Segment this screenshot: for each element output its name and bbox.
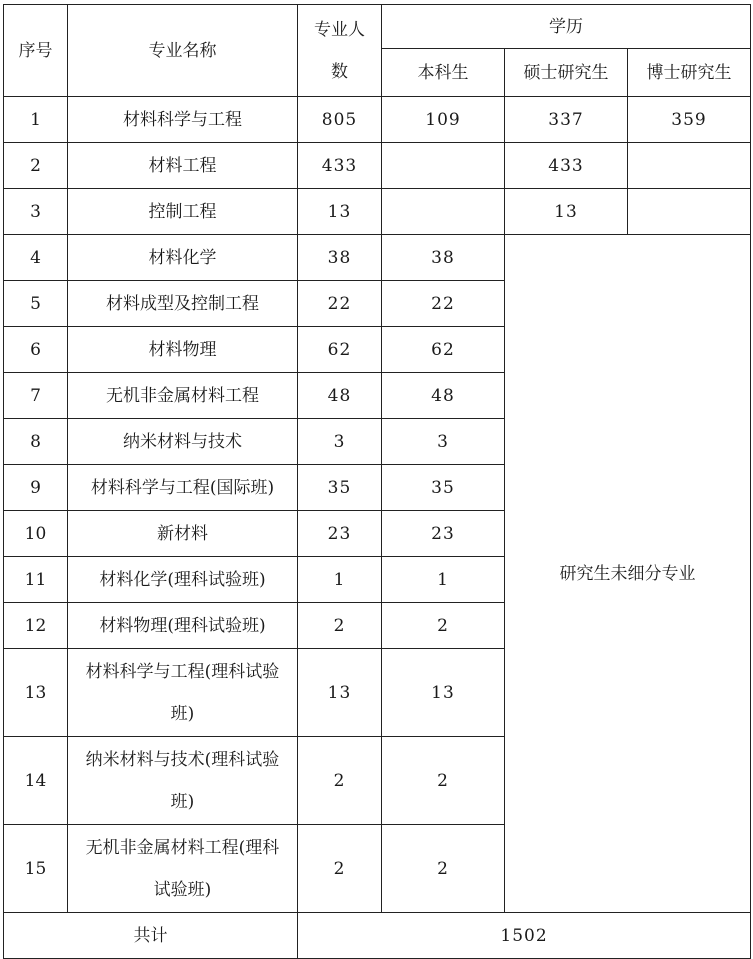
cell-major: 材料科学与工程(理科试验班) bbox=[68, 649, 298, 737]
header-master: 硕士研究生 bbox=[505, 49, 628, 97]
cell-major: 材料科学与工程(国际班) bbox=[68, 465, 298, 511]
cell-master: 337 bbox=[505, 97, 628, 143]
cell-bachelor: 2 bbox=[382, 825, 505, 913]
cell-major: 材料物理(理科试验班) bbox=[68, 603, 298, 649]
cell-index: 8 bbox=[4, 419, 68, 465]
cell-bachelor: 23 bbox=[382, 511, 505, 557]
cell-major: 新材料 bbox=[68, 511, 298, 557]
table-row bbox=[4, 143, 751, 189]
cell-bachelor: 48 bbox=[382, 373, 505, 419]
cell-index: 11 bbox=[4, 557, 68, 603]
cell-major: 材料科学与工程 bbox=[68, 97, 298, 143]
cell-bachelor: 3 bbox=[382, 419, 505, 465]
cell-count: 805 bbox=[298, 97, 382, 143]
header-count-line2: 数 bbox=[331, 61, 348, 82]
cell-bachelor bbox=[382, 189, 505, 235]
cell-count: 48 bbox=[298, 373, 382, 419]
cell-index: 4 bbox=[4, 235, 68, 281]
cell-index: 12 bbox=[4, 603, 68, 649]
header-degree: 学历 bbox=[382, 5, 751, 49]
cell-index: 15 bbox=[4, 825, 68, 913]
cell-count: 1 bbox=[298, 557, 382, 603]
table-row bbox=[4, 189, 751, 235]
cell-major: 纳米材料与技术 bbox=[68, 419, 298, 465]
cell-major: 无机非金属材料工程(理科试验班) bbox=[68, 825, 298, 913]
cell-master: 433 bbox=[505, 143, 628, 189]
cell-count: 13 bbox=[298, 649, 382, 737]
cell-index: 10 bbox=[4, 511, 68, 557]
cell-index: 9 bbox=[4, 465, 68, 511]
cell-bachelor: 38 bbox=[382, 235, 505, 281]
cell-bachelor: 1 bbox=[382, 557, 505, 603]
header-count-line1: 专业人 bbox=[314, 19, 365, 40]
header-count bbox=[298, 5, 382, 97]
cell-index: 1 bbox=[4, 97, 68, 143]
cell-count: 38 bbox=[298, 235, 382, 281]
table-row bbox=[4, 235, 751, 281]
cell-index: 3 bbox=[4, 189, 68, 235]
total-value: 1502 bbox=[298, 913, 751, 959]
total-row bbox=[4, 913, 751, 959]
cell-master: 13 bbox=[505, 189, 628, 235]
cell-bachelor: 22 bbox=[382, 281, 505, 327]
cell-bachelor: 35 bbox=[382, 465, 505, 511]
cell-count: 2 bbox=[298, 603, 382, 649]
cell-count: 3 bbox=[298, 419, 382, 465]
cell-count: 35 bbox=[298, 465, 382, 511]
cell-count: 2 bbox=[298, 737, 382, 825]
cell-count: 23 bbox=[298, 511, 382, 557]
header-major: 专业名称 bbox=[68, 5, 298, 97]
cell-bachelor: 2 bbox=[382, 603, 505, 649]
cell-bachelor bbox=[382, 143, 505, 189]
cell-bachelor: 13 bbox=[382, 649, 505, 737]
cell-doctor: 359 bbox=[628, 97, 751, 143]
cell-major: 纳米材料与技术(理科试验班) bbox=[68, 737, 298, 825]
cell-bachelor: 2 bbox=[382, 737, 505, 825]
cell-index: 13 bbox=[4, 649, 68, 737]
cell-doctor bbox=[628, 189, 751, 235]
header-index: 序号 bbox=[4, 5, 68, 97]
cell-major: 材料化学(理科试验班) bbox=[68, 557, 298, 603]
cell-count: 13 bbox=[298, 189, 382, 235]
cell-major: 控制工程 bbox=[68, 189, 298, 235]
cell-index: 14 bbox=[4, 737, 68, 825]
total-label: 共计 bbox=[4, 913, 298, 959]
cell-major: 材料成型及控制工程 bbox=[68, 281, 298, 327]
header-doctor: 博士研究生 bbox=[628, 49, 751, 97]
cell-index: 7 bbox=[4, 373, 68, 419]
enrollment-table bbox=[3, 4, 751, 959]
cell-count: 62 bbox=[298, 327, 382, 373]
cell-index: 5 bbox=[4, 281, 68, 327]
cell-bachelor: 62 bbox=[382, 327, 505, 373]
cell-count: 22 bbox=[298, 281, 382, 327]
cell-count: 433 bbox=[298, 143, 382, 189]
cell-doctor bbox=[628, 143, 751, 189]
cell-bachelor: 109 bbox=[382, 97, 505, 143]
table-row bbox=[4, 97, 751, 143]
header-bachelor: 本科生 bbox=[382, 49, 505, 97]
cell-count: 2 bbox=[298, 825, 382, 913]
cell-major: 材料化学 bbox=[68, 235, 298, 281]
cell-index: 2 bbox=[4, 143, 68, 189]
graduate-note-cell: 研究生未细分专业 bbox=[505, 235, 751, 913]
cell-index: 6 bbox=[4, 327, 68, 373]
cell-major: 材料物理 bbox=[68, 327, 298, 373]
cell-major: 无机非金属材料工程 bbox=[68, 373, 298, 419]
cell-major: 材料工程 bbox=[68, 143, 298, 189]
